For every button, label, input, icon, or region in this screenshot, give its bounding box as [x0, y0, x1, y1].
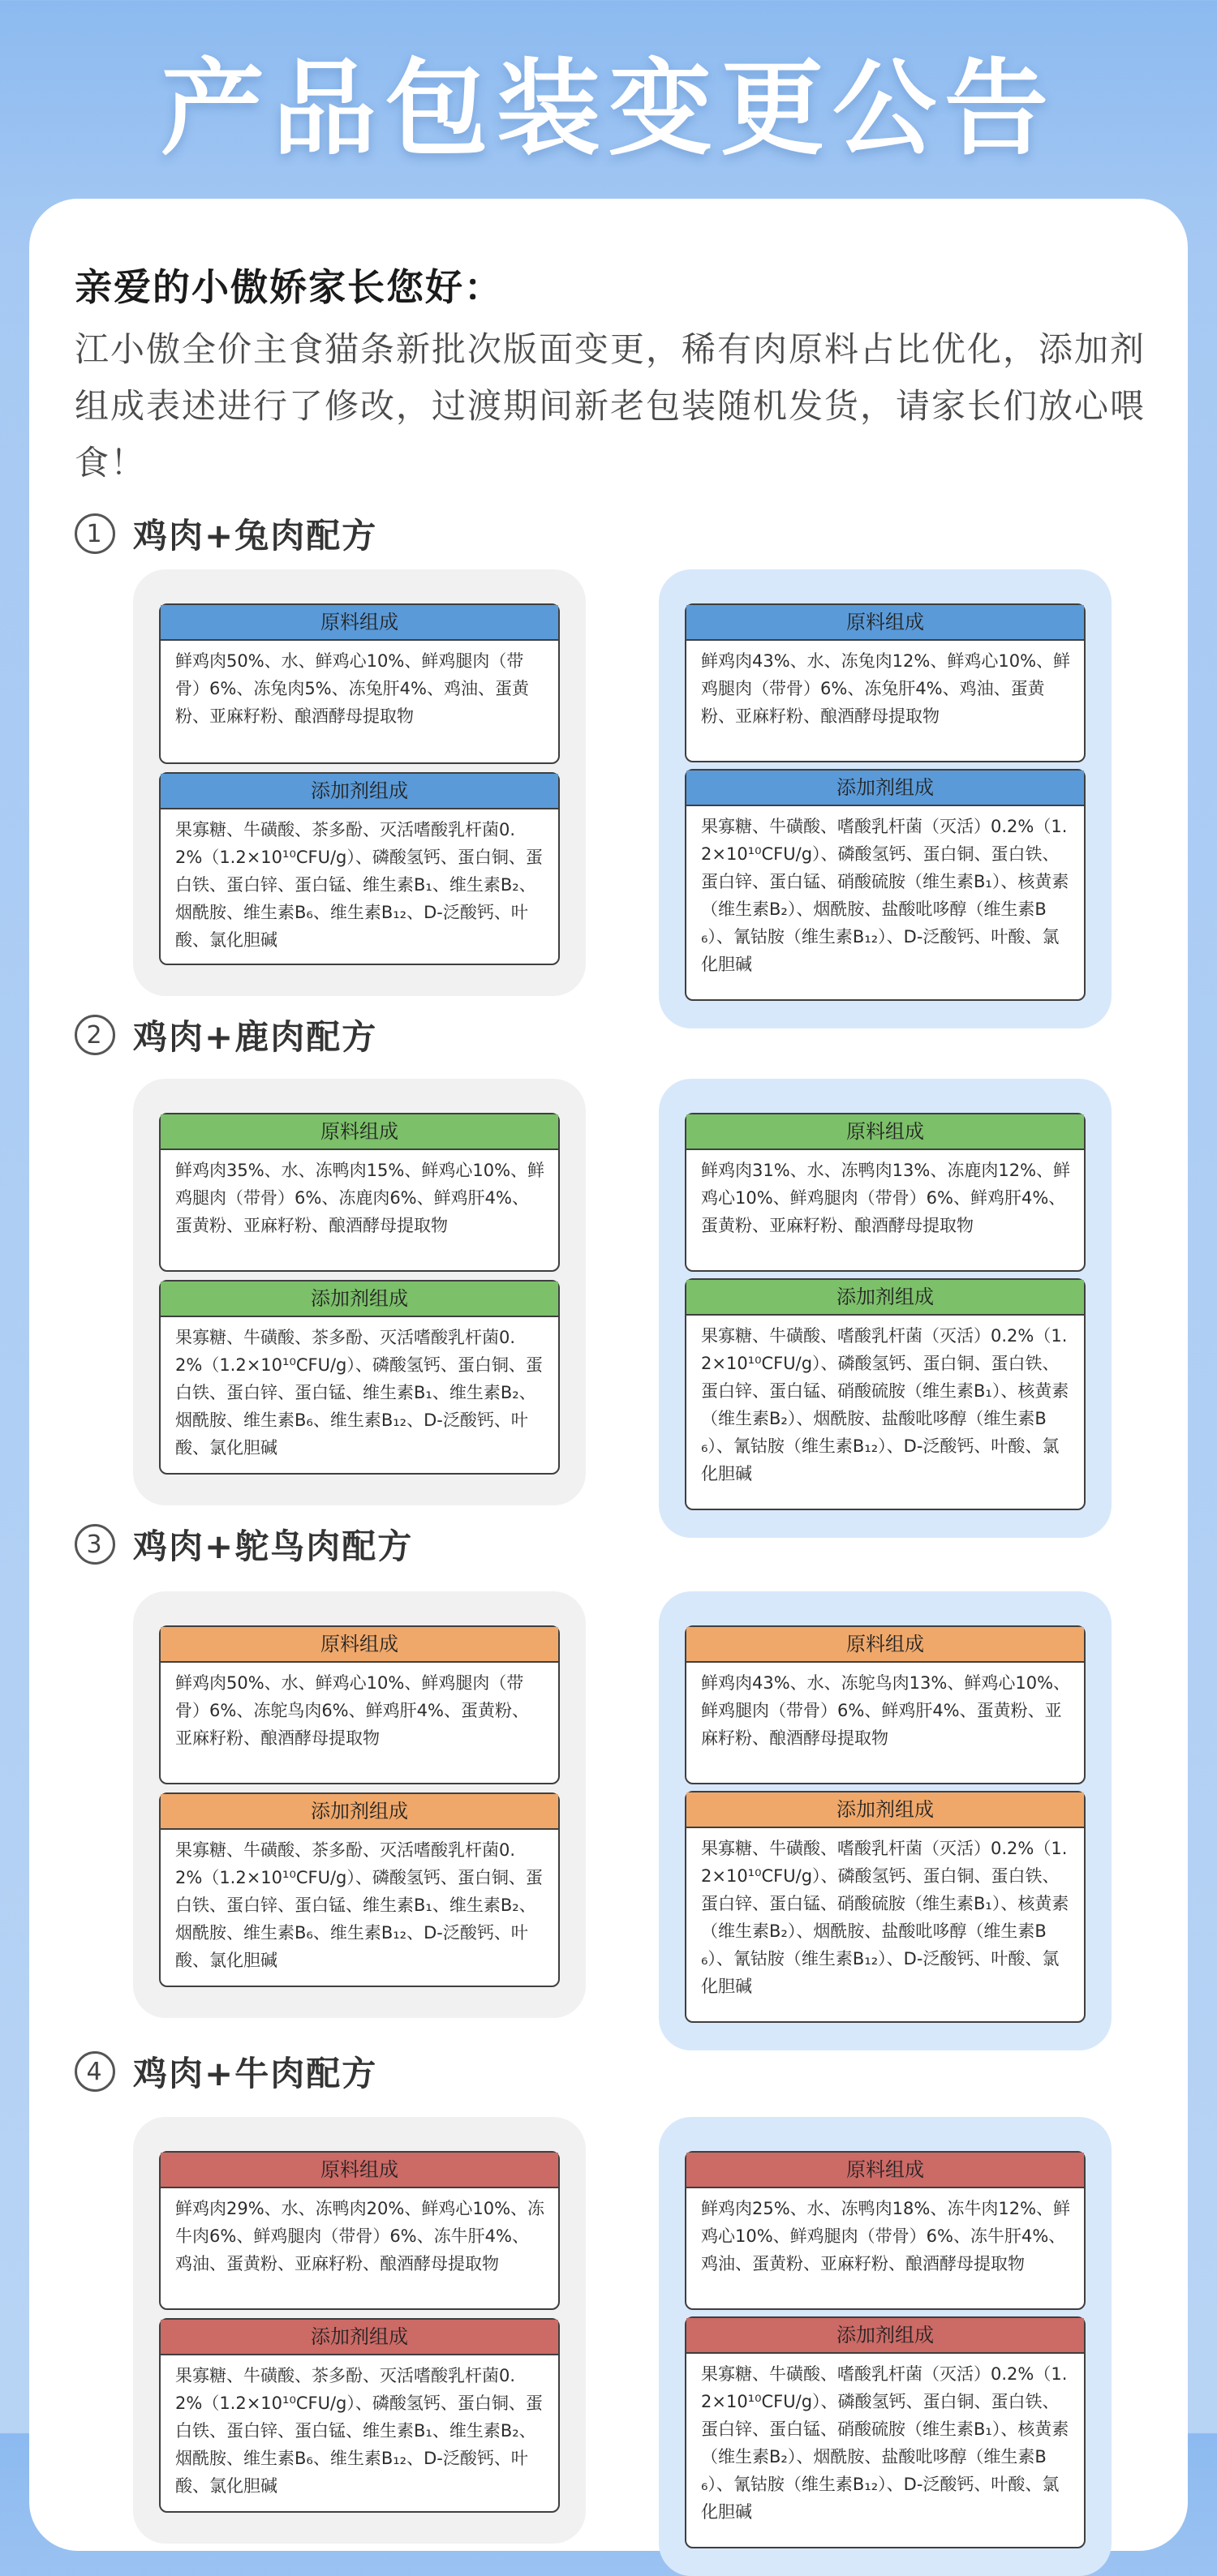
raw-text: 鲜鸡肉35%、水、冻鸭肉15%、鲜鸡心10%、鲜鸡腿肉（带骨）6%、冻鹿肉6%、鲜鸡肝4%、蛋黄粉、亚麻籽粉、酿酒酵母提取物 — [175, 1161, 545, 1235]
additive-header: 添加剂组成 — [161, 1282, 558, 1317]
additive-text: 果寡糖、牛磺酸、嗜酸乳杆菌（灭活）0.2%（1.2×10¹⁰CFU/g）、磷酸氢钙、蛋白铜、蛋白铁、蛋白锌、蛋白锰、硝酸硫胺（维生素B₁）、核黄素（维生素B₂）、烟酰胺、盐酸吡哆醇（维生素B₆）、氰钴胺（维生素B₁₂）、D-泛酸钙、叶酸、氯化胆碱 — [701, 2364, 1069, 2522]
section-title-label: 鸡肉+鹿肉配方 — [133, 1017, 378, 1057]
intro-text: 江小傲全价主食猫条新批次版面变更，稀有肉原料占比优化，添加剂组成表述进行了修改，过渡期间新老包装随机发货，请家长们放心喂食！ — [75, 329, 1146, 483]
raw-header: 原料组成 — [686, 2153, 1084, 2188]
circle-number: 2 — [75, 1015, 115, 1055]
raw-box — [685, 1113, 1086, 1272]
old-package-panel — [133, 1591, 586, 2018]
raw-box — [685, 1625, 1086, 1784]
section-title-label: 鸡肉+鸵鸟肉配方 — [133, 1526, 414, 1566]
raw-header: 原料组成 — [161, 605, 558, 641]
additive-text: 果寡糖、牛磺酸、茶多酚、灭活嗜酸乳杆菌0.2%（1.2×10¹⁰CFU/g）、磷酸氢钙、蛋白铜、蛋白铁、蛋白锌、蛋白锰、维生素B₁、维生素B₂、烟酰胺、维生素B₆、维生素B₁₂、D-泛酸钙、叶酸、氯化胆碱 — [175, 2366, 543, 2496]
section-title-1 — [75, 509, 377, 558]
old-package-panel — [133, 1079, 586, 1505]
raw-text: 鲜鸡肉31%、水、冻鸭肉13%、冻鹿肉12%、鲜鸡心10%、鲜鸡腿肉（带骨）6%、鲜鸡肝4%、蛋黄粉、亚麻籽粉、酿酒酵母提取物 — [701, 1161, 1071, 1235]
raw-header: 原料组成 — [161, 1114, 558, 1150]
additive-header: 添加剂组成 — [161, 1794, 558, 1830]
old-package-panel — [133, 2117, 586, 2544]
raw-header: 原料组成 — [686, 1627, 1084, 1663]
section-title-2 — [75, 1011, 377, 1059]
raw-header: 原料组成 — [686, 605, 1084, 641]
greeting: 亲爱的小傲娇家长您好： — [75, 265, 503, 309]
additive-header: 添加剂组成 — [161, 2320, 558, 2355]
additive-text: 果寡糖、牛磺酸、嗜酸乳杆菌（灭活）0.2%（1.2×10¹⁰CFU/g）、磷酸氢钙、蛋白铜、蛋白铁、蛋白锌、蛋白锰、硝酸硫胺（维生素B₁）、核黄素（维生素B₂）、烟酰胺、盐酸吡哆醇（维生素B₆）、氰钴胺（维生素B₁₂）、D-泛酸钙、叶酸、氯化胆碱 — [701, 1839, 1069, 1996]
additive-box — [685, 1278, 1086, 1510]
raw-box — [159, 1113, 560, 1272]
additive-header: 添加剂组成 — [686, 1280, 1084, 1316]
additive-text: 果寡糖、牛磺酸、茶多酚、灭活嗜酸乳杆菌0.2%（1.2×10¹⁰CFU/g）、磷酸氢钙、蛋白铜、蛋白铁、蛋白锌、蛋白锰、维生素B₁、维生素B₂、烟酰胺、维生素B₆、维生素B₁₂、D-泛酸钙、叶酸、氯化胆碱 — [175, 1840, 543, 1970]
raw-box — [159, 1625, 560, 1784]
old-package-panel — [133, 569, 586, 996]
raw-text: 鲜鸡肉43%、水、冻兔肉12%、鲜鸡心10%、鲜鸡腿肉（带骨）6%、冻兔肝4%、鸡油、蛋黄粉、亚麻籽粉、酿酒酵母提取物 — [701, 651, 1071, 726]
additive-box — [159, 2318, 560, 2513]
additive-header: 添加剂组成 — [161, 774, 558, 809]
additive-box — [685, 2316, 1086, 2548]
new-package-panel — [659, 2117, 1112, 2576]
new-package-panel — [659, 1591, 1112, 2050]
raw-box — [685, 2151, 1086, 2310]
additive-header: 添加剂组成 — [686, 2318, 1084, 2354]
section-title-label: 鸡肉+兔肉配方 — [133, 516, 378, 556]
section-title-3 — [75, 1520, 413, 1569]
circle-number: 1 — [75, 513, 115, 554]
section-title-label: 鸡肉+牛肉配方 — [133, 2054, 378, 2093]
raw-header: 原料组成 — [161, 2153, 558, 2188]
additive-box — [159, 1792, 560, 1987]
additive-box — [685, 1791, 1086, 2023]
raw-header: 原料组成 — [686, 1114, 1084, 1150]
new-package-panel — [659, 1079, 1112, 1538]
raw-box — [159, 603, 560, 764]
additive-text: 果寡糖、牛磺酸、嗜酸乳杆菌（灭活）0.2%（1.2×10¹⁰CFU/g）、磷酸氢钙、蛋白铜、蛋白铁、蛋白锌、蛋白锰、硝酸硫胺（维生素B₁）、核黄素（维生素B₂）、烟酰胺、盐酸吡哆醇（维生素B₆）、氰钴胺（维生素B₁₂）、D-泛酸钙、叶酸、氯化胆碱 — [701, 817, 1069, 974]
raw-box — [685, 603, 1086, 762]
additive-box — [685, 769, 1086, 1001]
raw-text: 鲜鸡肉43%、水、冻鸵鸟肉13%、鲜鸡心10%、鲜鸡腿肉（带骨）6%、鲜鸡肝4%、蛋黄粉、亚麻籽粉、酿酒酵母提取物 — [701, 1673, 1071, 1748]
raw-text: 鲜鸡肉50%、水、鲜鸡心10%、鲜鸡腿肉（带骨）6%、冻鸵鸟肉6%、鲜鸡肝4%、蛋黄粉、亚麻籽粉、酿酒酵母提取物 — [175, 1673, 529, 1748]
additive-text: 果寡糖、牛磺酸、茶多酚、灭活嗜酸乳杆菌0.2%（1.2×10¹⁰CFU/g）、磷酸氢钙、蛋白铜、蛋白铁、蛋白锌、蛋白锰、维生素B₁、维生素B₂、烟酰胺、维生素B₆、维生素B₁₂、D-泛酸钙、叶酸、氯化胆碱 — [175, 820, 543, 950]
raw-text: 鲜鸡肉29%、水、冻鸭肉20%、鲜鸡心10%、冻牛肉6%、鲜鸡腿肉（带骨）6%、冻牛肝4%、鸡油、蛋黄粉、亚麻籽粉、酿酒酵母提取物 — [175, 2199, 545, 2273]
raw-box — [159, 2151, 560, 2310]
circle-number: 3 — [75, 1524, 115, 1565]
new-package-panel — [659, 569, 1112, 1028]
additive-text: 果寡糖、牛磺酸、嗜酸乳杆菌（灭活）0.2%（1.2×10¹⁰CFU/g）、磷酸氢钙、蛋白铜、蛋白铁、蛋白锌、蛋白锰、硝酸硫胺（维生素B₁）、核黄素（维生素B₂）、烟酰胺、盐酸吡哆醇（维生素B₆）、氰钴胺（维生素B₁₂）、D-泛酸钙、叶酸、氯化胆碱 — [701, 1326, 1069, 1483]
raw-text: 鲜鸡肉50%、水、鲜鸡心10%、鲜鸡腿肉（带骨）6%、冻兔肉5%、冻兔肝4%、鸡油、蛋黄粉、亚麻籽粉、酿酒酵母提取物 — [175, 651, 529, 726]
additive-box — [159, 772, 560, 965]
additive-header: 添加剂组成 — [686, 1792, 1084, 1828]
page-title: 产品包装变更公告 — [160, 49, 1056, 170]
additive-header: 添加剂组成 — [686, 771, 1084, 806]
additive-text: 果寡糖、牛磺酸、茶多酚、灭活嗜酸乳杆菌0.2%（1.2×10¹⁰CFU/g）、磷酸氢钙、蛋白铜、蛋白铁、蛋白锌、蛋白锰、维生素B₁、维生素B₂、烟酰胺、维生素B₆、维生素B₁₂、D-泛酸钙、叶酸、氯化胆碱 — [175, 1328, 543, 1458]
circle-number: 4 — [75, 2051, 115, 2092]
section-title-4 — [75, 2047, 377, 2096]
raw-text: 鲜鸡肉25%、水、冻鸭肉18%、冻牛肉12%、鲜鸡心10%、鲜鸡腿肉（带骨）6%、冻牛肝4%、鸡油、蛋黄粉、亚麻籽粉、酿酒酵母提取物 — [701, 2199, 1071, 2273]
raw-header: 原料组成 — [161, 1627, 558, 1663]
additive-box — [159, 1280, 560, 1475]
